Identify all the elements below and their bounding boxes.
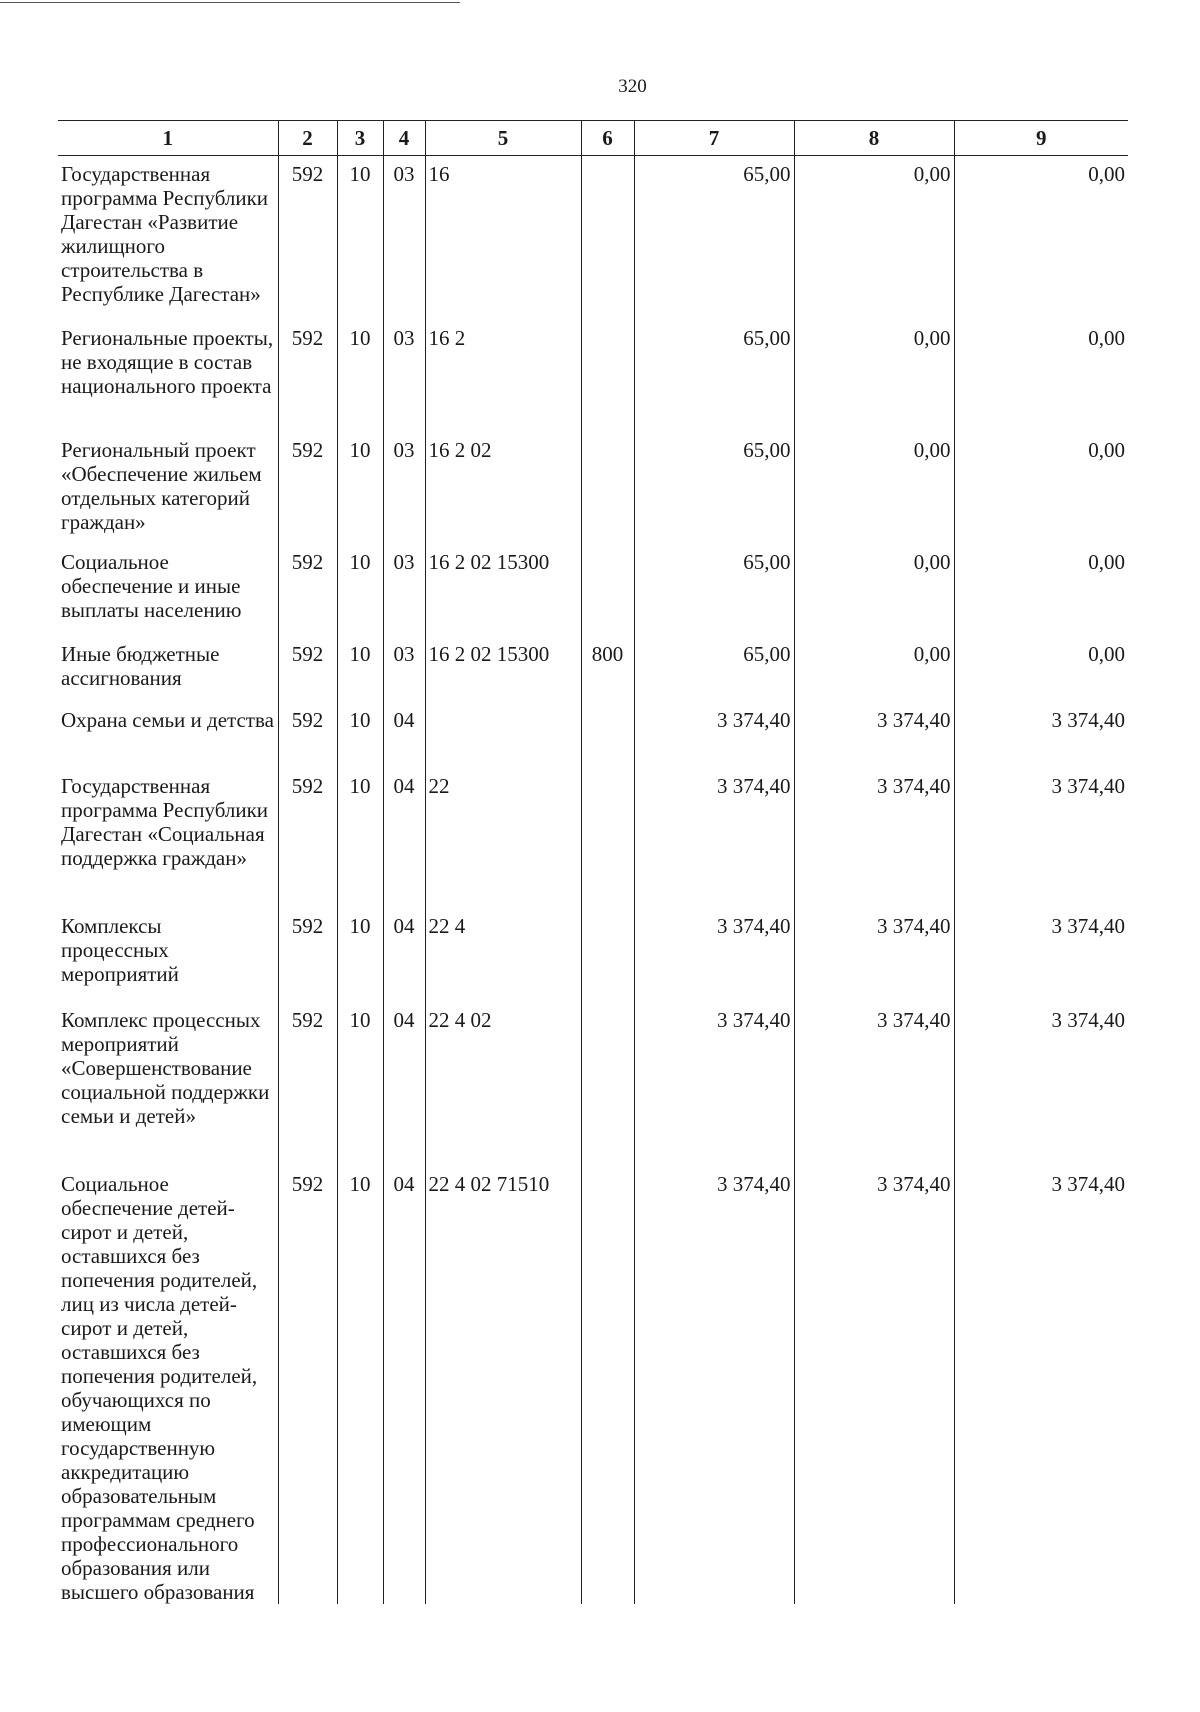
- row-name: Комплекс процессных мероприятий «Совершенствование социальной поддержки семьи и детей»: [61, 1008, 270, 1128]
- row-col-4: 03: [383, 320, 425, 432]
- row-col-2: 592: [278, 544, 337, 636]
- row-col-3: 10: [337, 1166, 383, 1604]
- row-col-4: 03: [383, 156, 425, 321]
- header-col-1: 1: [58, 121, 278, 156]
- row-col-3: 10: [337, 320, 383, 432]
- header-col-5: 5: [425, 121, 581, 156]
- row-col-6: [581, 432, 634, 544]
- row-col-9: 3 374,40: [954, 1166, 1128, 1604]
- table-row: [58, 768, 1128, 908]
- table-row: [58, 1166, 1128, 1604]
- row-col-2: 592: [278, 636, 337, 702]
- row-col-8: 0,00: [794, 636, 954, 702]
- header-col-2: 2: [278, 121, 337, 156]
- row-name: Комплексы процессных мероприятий: [61, 914, 179, 986]
- row-col-9: 3 374,40: [954, 702, 1128, 768]
- row-col-8: 3 374,40: [794, 1166, 954, 1604]
- top-rule: [0, 2, 460, 3]
- table-row: [58, 636, 1128, 702]
- row-col-5: 22: [425, 768, 581, 908]
- row-col-8: 3 374,40: [794, 1002, 954, 1166]
- row-name: Региональные проекты, не входящие в состав национального проекта: [61, 326, 274, 398]
- row-name: Государственная программа Республики Дагестан «Социальная поддержка граждан»: [61, 774, 269, 870]
- row-col-4: 04: [383, 1002, 425, 1166]
- row-col-5: 16 2 02: [425, 432, 581, 544]
- row-col-7: 3 374,40: [634, 908, 794, 1002]
- table-row: [58, 432, 1128, 544]
- row-col-7: 3 374,40: [634, 1166, 794, 1604]
- row-col-4: 04: [383, 702, 425, 768]
- row-col-2: 592: [278, 320, 337, 432]
- budget-table: [58, 120, 1128, 1604]
- row-col-4: 04: [383, 908, 425, 1002]
- row-col-4: 03: [383, 432, 425, 544]
- row-col-7: 65,00: [634, 432, 794, 544]
- header-col-6: 6: [581, 121, 634, 156]
- row-col-6: [581, 544, 634, 636]
- table-row: [58, 702, 1128, 768]
- row-col-3: 10: [337, 432, 383, 544]
- row-col-7: 3 374,40: [634, 768, 794, 908]
- row-col-5: [425, 702, 581, 768]
- row-col-8: 0,00: [794, 156, 954, 321]
- row-name: Иные бюджетные ассигнования: [61, 642, 220, 690]
- row-col-8: 3 374,40: [794, 908, 954, 1002]
- row-name: Социальное обеспечение и иные выплаты населению: [61, 550, 242, 622]
- row-col-2: 592: [278, 1166, 337, 1604]
- row-col-6: [581, 702, 634, 768]
- row-col-4: 03: [383, 544, 425, 636]
- row-col-7: 65,00: [634, 636, 794, 702]
- row-col-2: 592: [278, 908, 337, 1002]
- table-row: [58, 320, 1128, 432]
- row-col-3: 10: [337, 636, 383, 702]
- row-col-8: 0,00: [794, 320, 954, 432]
- table-row: [58, 1002, 1128, 1166]
- row-col-3: 10: [337, 768, 383, 908]
- row-col-7: 65,00: [634, 156, 794, 321]
- row-name: Государственная программа Республики Дагестан «Развитие жилищного строительства в Республике Дагестан»: [61, 162, 269, 306]
- table-row: [58, 544, 1128, 636]
- row-name: Охрана семьи и детства: [61, 708, 274, 732]
- row-col-8: 0,00: [794, 544, 954, 636]
- row-col-2: 592: [278, 702, 337, 768]
- header-col-7: 7: [634, 121, 794, 156]
- row-col-9: 3 374,40: [954, 768, 1128, 908]
- row-col-3: 10: [337, 544, 383, 636]
- row-col-9: 0,00: [954, 156, 1128, 321]
- row-col-5: 16 2 02 15300: [425, 636, 581, 702]
- row-col-2: 592: [278, 156, 337, 321]
- row-col-6: 800: [581, 636, 634, 702]
- row-col-5: 16 2 02 15300: [425, 544, 581, 636]
- row-col-8: 0,00: [794, 432, 954, 544]
- row-col-9: 3 374,40: [954, 1002, 1128, 1166]
- row-col-9: 0,00: [954, 320, 1128, 432]
- row-col-6: [581, 320, 634, 432]
- header-col-4: 4: [383, 121, 425, 156]
- row-col-4: 04: [383, 768, 425, 908]
- row-col-7: 65,00: [634, 544, 794, 636]
- row-col-6: [581, 768, 634, 908]
- row-col-5: 22 4: [425, 908, 581, 1002]
- row-col-5: 22 4 02: [425, 1002, 581, 1166]
- row-col-4: 04: [383, 1166, 425, 1604]
- header-col-3: 3: [337, 121, 383, 156]
- row-col-2: 592: [278, 1002, 337, 1166]
- row-name: Региональный проект «Обеспечение жильем отдельных категорий граждан»: [61, 438, 262, 534]
- row-col-7: 3 374,40: [634, 1002, 794, 1166]
- row-col-5: 16 2: [425, 320, 581, 432]
- row-col-3: 10: [337, 156, 383, 321]
- row-col-2: 592: [278, 768, 337, 908]
- table-row: [58, 156, 1128, 321]
- row-col-8: 3 374,40: [794, 702, 954, 768]
- row-col-4: 03: [383, 636, 425, 702]
- row-col-5: 16: [425, 156, 581, 321]
- row-col-3: 10: [337, 1002, 383, 1166]
- header-col-9: 9: [954, 121, 1128, 156]
- row-col-8: 3 374,40: [794, 768, 954, 908]
- row-col-7: 65,00: [634, 320, 794, 432]
- row-col-9: 3 374,40: [954, 908, 1128, 1002]
- row-col-5: 22 4 02 71510: [425, 1166, 581, 1604]
- header-col-8: 8: [794, 121, 954, 156]
- row-col-9: 0,00: [954, 432, 1128, 544]
- row-col-2: 592: [278, 432, 337, 544]
- row-col-6: [581, 156, 634, 321]
- row-col-3: 10: [337, 908, 383, 1002]
- row-col-6: [581, 1002, 634, 1166]
- table-row: [58, 908, 1128, 1002]
- row-col-9: 0,00: [954, 636, 1128, 702]
- row-col-3: 10: [337, 702, 383, 768]
- row-name: Социальное обеспечение детей-сирот и детей, оставшихся без попечения родителей, лиц из числа детей-сирот и детей, оставшихся без попечения родителей, обучающихся по имеющим государственную аккредитацию образовательным программам среднего профессионального образования или высшего образования: [61, 1172, 258, 1604]
- page-number: 320: [618, 76, 647, 97]
- row-col-7: 3 374,40: [634, 702, 794, 768]
- row-col-6: [581, 1166, 634, 1604]
- row-col-9: 0,00: [954, 544, 1128, 636]
- header-row: [58, 121, 1128, 156]
- row-col-6: [581, 908, 634, 1002]
